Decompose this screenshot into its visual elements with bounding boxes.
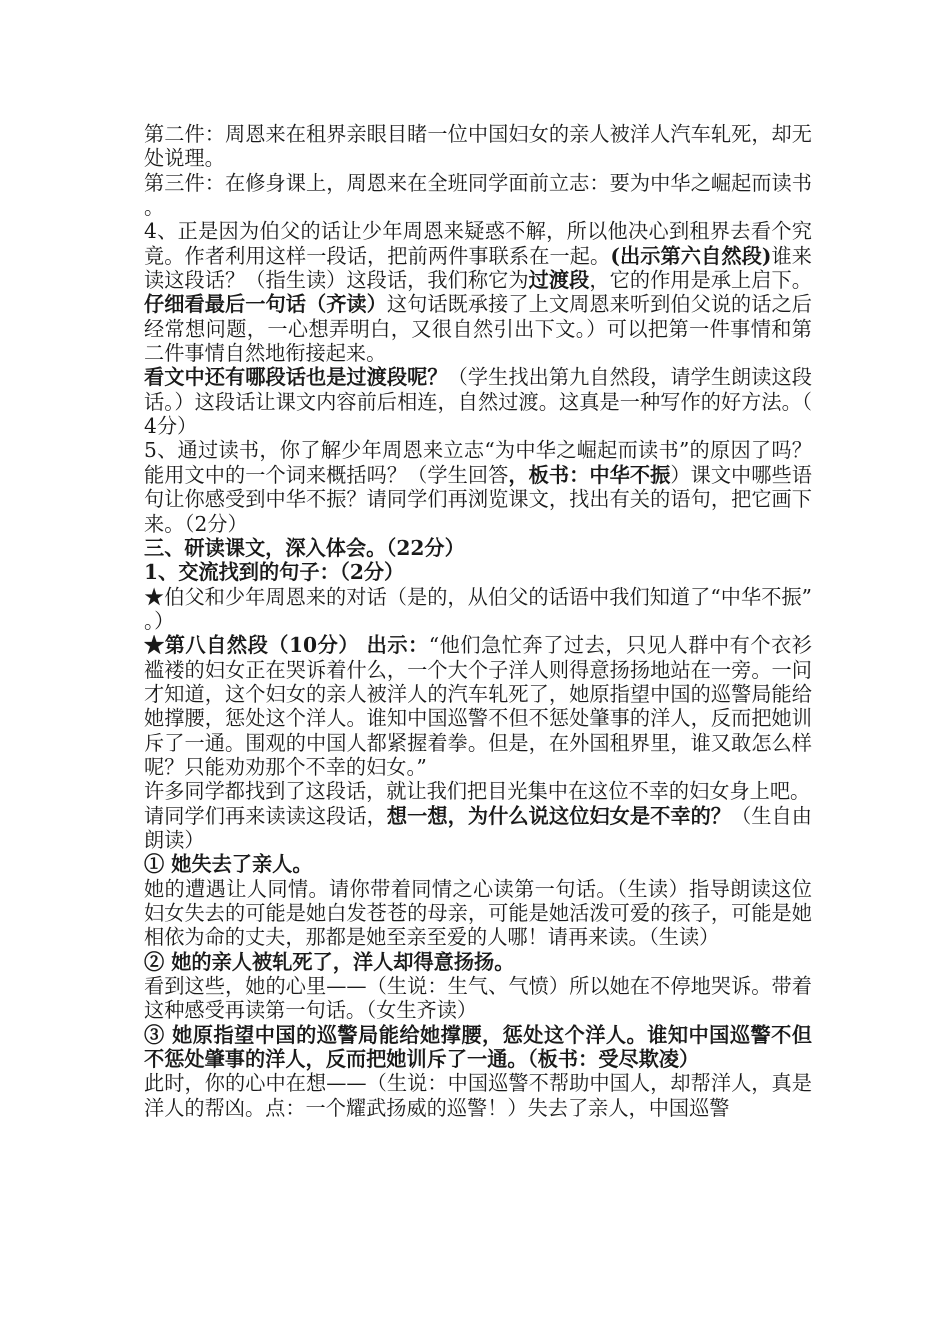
text: 5、通过读书，你了解少年周恩来立志“为中华之崛起而读书”的原因了吗？能用文中的一个词来概括吗？（学生回答 — [144, 438, 812, 487]
subheading-3-1: 1、交流找到的句子：（2分） — [144, 560, 405, 585]
paragraph-transition-4 — [144, 219, 812, 365]
bold-text: ，板书：中华不振 — [508, 462, 671, 487]
text: 谁来读这段话？（指生读）这段话，我们称它为 — [144, 243, 812, 293]
paragraph-second-event: 第二件：周恩来在租界亲眼目睹一位中国妇女的亲人被洋人汽车轧死，却无处说理。 — [144, 122, 812, 171]
paragraph-reason-5 — [144, 438, 812, 535]
text: ，它的作用是承上启下。 — [589, 268, 812, 293]
paragraph-question — [144, 804, 812, 853]
paragraph-thoughts: 此时，你的心中在想——（生说：中国巡警不帮助中国人，却帮洋人，真是洋人的帮凶。点：一个耀武扬威的巡警！）失去了亲人，中国巡警 — [144, 1071, 812, 1120]
numbered-point-2: ② 她的亲人被轧死了，洋人却得意扬扬。 — [144, 949, 515, 974]
star-item-dialogue: ★伯父和少年周恩来的对话（是的，从伯父的话语中我们知道了“中华不振”。） — [144, 584, 812, 633]
text: 4、正是因为伯父的话让少年周恩来疑惑不解，所以他决心到租界去看个究竟。作者利用这样一段话，把前两件事联系在一起。 — [144, 219, 812, 268]
star-item-paragraph-eight — [144, 633, 812, 779]
text: 这句话既承接了上文周恩来听到伯父说的话之后经常想问题，一心想弄明白，又很自然引出下文。）可以把第一件事情和第二件事情自然地衔接起来。 — [144, 292, 812, 366]
document-page — [144, 122, 812, 1120]
bold-text: 仔细看最后一句话（齐读） — [144, 292, 387, 317]
bold-text: ★第八自然段（10分） 出示： — [144, 633, 429, 658]
numbered-point-1: ① 她失去了亲人。 — [144, 852, 313, 877]
section-heading-3: 三、研读课文，深入体会。（22分） — [144, 535, 465, 560]
paragraph-sympathy: 她的遭遇让人同情。请你带着同情之心读第一句话。（生读）指导朗读这位妇女失去的可能是她白发苍苍的母亲，可能是她活泼可爱的孩子，可能是她相依为命的丈夫，那都是她至亲至爱的人哪！请再来读。（生读） — [144, 876, 812, 950]
text: （学生找出第九自然段，请学生朗读这段话。）这段话让课文内容前后相连，自然过渡。这真是一种写作的好方法。（4分） — [144, 365, 812, 439]
bold-text: 过渡段 — [528, 268, 590, 293]
paragraph-anger: 看到这些，她的心里——（生说：生气、气愤）所以她在不停地哭诉。带着这种感受再读第一句话。（女生齐读） — [144, 974, 812, 1023]
numbered-point-3: ③ 她原指望中国的巡警局能给她撑腰，惩处这个洋人。谁知中国巡警不但不惩处肇事的洋人，反而把她训斥了一通。（板书：受尽欺凌） — [144, 1022, 812, 1072]
text: 请同学们再来读读这段话， — [144, 803, 387, 828]
paragraph-third-event: 第三件：在修身课上，周恩来在全班同学面前立志：要为中华之崛起而读书。 — [144, 170, 812, 220]
paragraph-other-transition — [144, 365, 812, 438]
bold-text: 想一想，为什么说这位妇女是不幸的？ — [386, 803, 732, 828]
paragraph-focus: 许多同学都找到了这段话，就让我们把目光集中在这位不幸的妇女身上吧。 — [144, 779, 811, 804]
bold-text: (出示第六自然段) — [610, 243, 772, 268]
text: ）课文中哪些语句让你感受到中华不振？请同学们再浏览课文，找出有关的语句，把它画下来。（2分） — [144, 462, 812, 536]
text: （生自由朗读） — [144, 803, 812, 852]
bold-text: 看文中还有哪段话也是过渡段呢？ — [144, 365, 448, 390]
quote-text: “他们急忙奔了过去，只见人群中有个衣衫褴褛的妇女正在哭诉着什么，一个大个子洋人则得意扬扬地站在一旁。一问才知道，这个妇女的亲人被洋人的汽车轧死了，她原指望中国的巡警局能给她撑腰，惩处这个洋人。谁知中国巡警不但不惩处肇事的洋人，反而把她训斥了一通。围观的中国人都紧握着拳。但是，在外国租界里，谁又敢怎么样呢？只能劝劝那个不幸的妇女。” — [144, 633, 812, 779]
